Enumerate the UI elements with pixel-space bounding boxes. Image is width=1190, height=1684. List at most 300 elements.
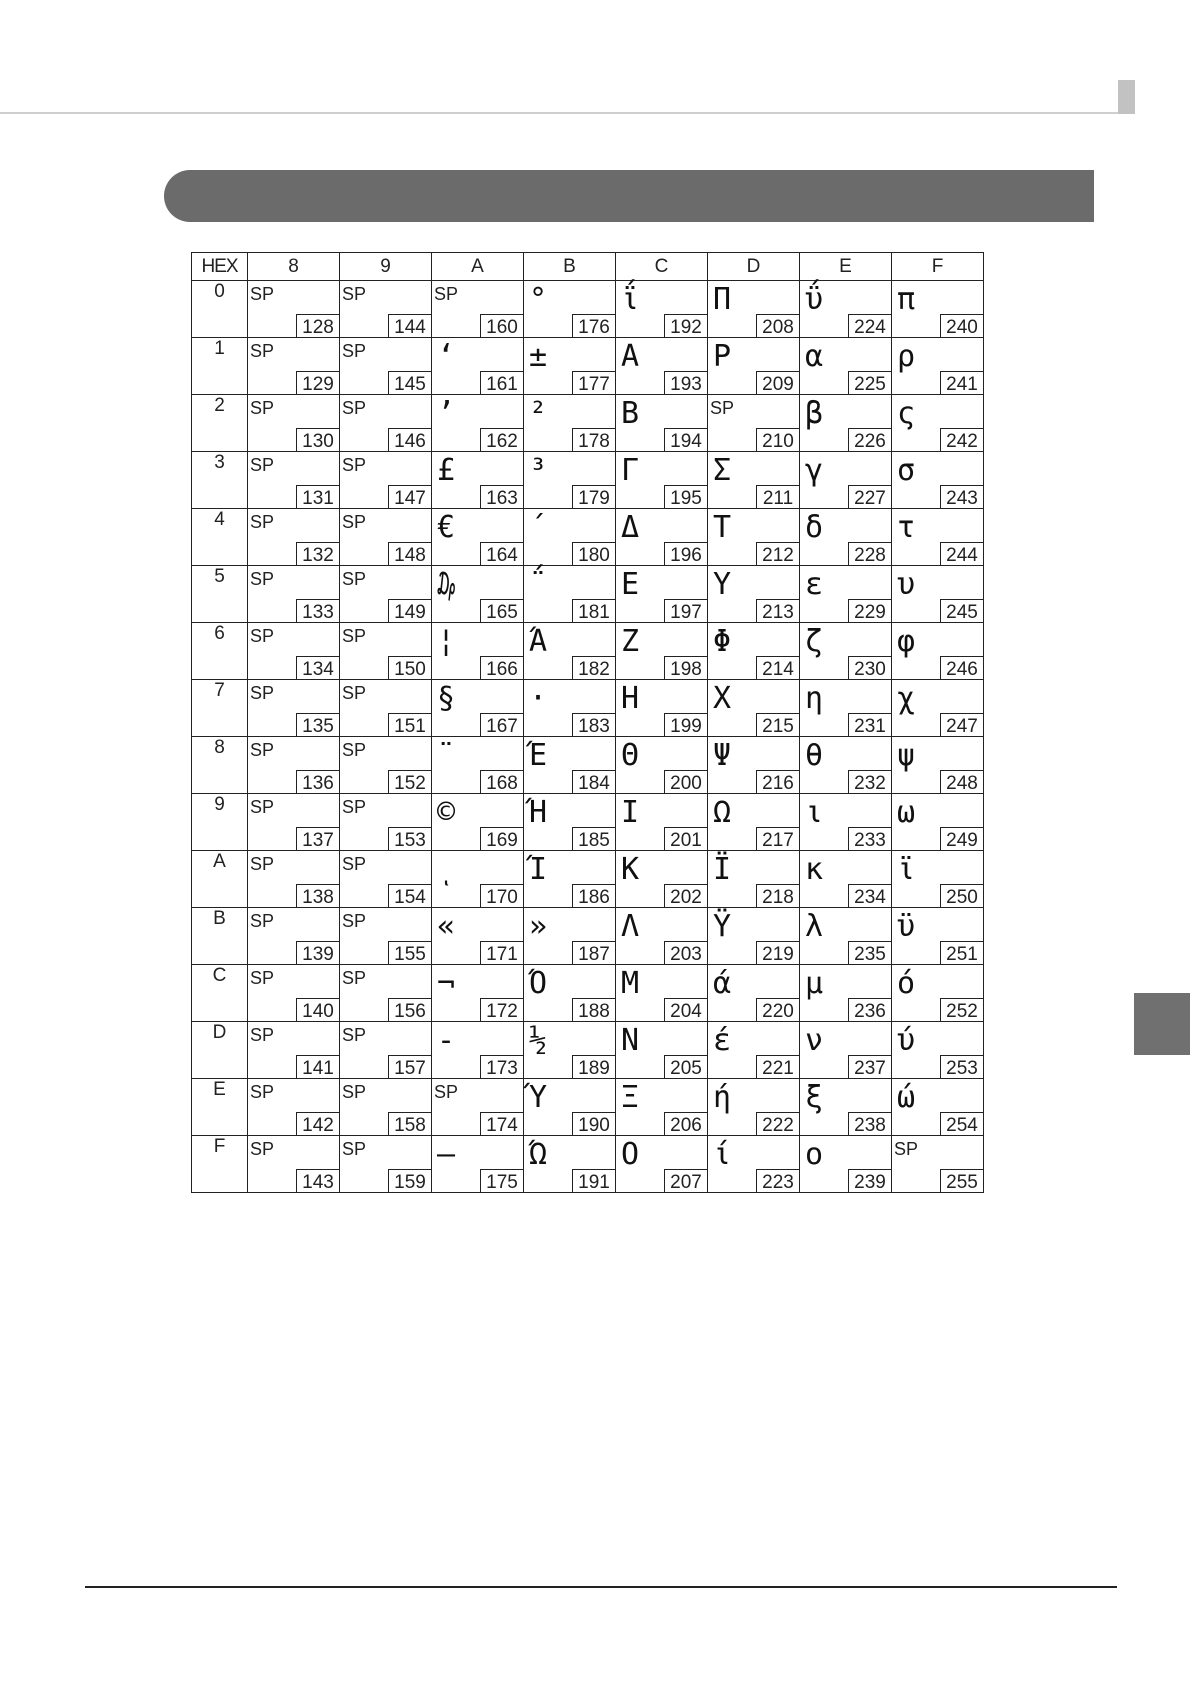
section-title-bar — [164, 170, 1094, 222]
char-cell — [800, 908, 892, 965]
character-glyph: ¨ — [437, 738, 456, 773]
table-row — [192, 794, 984, 851]
char-cell — [800, 509, 892, 566]
char-cell — [248, 1136, 340, 1193]
character-glyph: Ϋ — [713, 909, 732, 944]
row-label: 7 — [192, 680, 248, 737]
character-glyph: Α — [621, 339, 640, 374]
character-glyph: Ψ — [713, 738, 732, 773]
character-glyph: ± — [529, 339, 548, 374]
char-cell — [708, 1136, 800, 1193]
character-glyph: Έ — [529, 738, 548, 773]
character-glyph: ε — [805, 567, 824, 602]
decimal-code: 189 — [572, 1055, 616, 1079]
character-glyph: ΅ — [529, 567, 548, 602]
char-cell — [708, 908, 800, 965]
character-glyph: SP — [250, 398, 275, 418]
character-glyph: SP — [250, 683, 275, 703]
char-cell — [248, 452, 340, 509]
char-cell — [524, 623, 616, 680]
character-glyph: ― — [437, 1137, 456, 1172]
char-cell — [892, 1079, 984, 1136]
decimal-code: 203 — [664, 941, 708, 965]
char-cell — [892, 395, 984, 452]
decimal-code: 147 — [388, 485, 432, 509]
character-glyph: Κ — [621, 852, 640, 887]
character-glyph: χ — [897, 681, 916, 716]
table-row — [192, 680, 984, 737]
decimal-code: 196 — [664, 542, 708, 566]
char-cell — [432, 851, 524, 908]
character-glyph: Β — [621, 396, 640, 431]
char-cell — [800, 794, 892, 851]
char-cell — [616, 965, 708, 1022]
character-glyph: SP — [434, 1082, 459, 1102]
decimal-code: 229 — [848, 599, 892, 623]
decimal-code: 134 — [296, 656, 340, 680]
char-cell — [248, 281, 340, 338]
character-glyph: σ — [897, 453, 916, 488]
char-cell — [708, 623, 800, 680]
decimal-code: 152 — [388, 770, 432, 794]
decimal-code: 201 — [664, 827, 708, 851]
column-header: B — [524, 253, 616, 281]
char-cell — [524, 737, 616, 794]
char-cell — [340, 338, 432, 395]
decimal-code: 194 — [664, 428, 708, 452]
decimal-code: 213 — [756, 599, 800, 623]
decimal-code: 167 — [480, 713, 524, 737]
character-glyph: § — [437, 681, 456, 716]
decimal-code: 222 — [756, 1112, 800, 1136]
char-cell — [432, 338, 524, 395]
decimal-code: 163 — [480, 485, 524, 509]
char-cell — [708, 1022, 800, 1079]
character-glyph: ή — [713, 1080, 732, 1115]
character-glyph: ³ — [529, 453, 548, 488]
decimal-code: 184 — [572, 770, 616, 794]
char-cell — [892, 452, 984, 509]
char-cell — [892, 737, 984, 794]
decimal-code: 245 — [940, 599, 984, 623]
character-glyph: SP — [342, 512, 367, 532]
character-glyph: ¦ — [437, 624, 456, 659]
table-row — [192, 1022, 984, 1079]
char-cell — [892, 1022, 984, 1079]
column-header: 8 — [248, 253, 340, 281]
char-cell — [340, 965, 432, 1022]
character-glyph: ₯ — [437, 567, 456, 602]
table-row — [192, 395, 984, 452]
decimal-code: 156 — [388, 998, 432, 1022]
decimal-code: 148 — [388, 542, 432, 566]
decimal-code: 243 — [940, 485, 984, 509]
decimal-code: 198 — [664, 656, 708, 680]
decimal-code: 254 — [940, 1112, 984, 1136]
character-glyph: μ — [805, 966, 824, 1001]
char-cell — [432, 908, 524, 965]
column-header: A — [432, 253, 524, 281]
decimal-code: 141 — [296, 1055, 340, 1079]
character-glyph: ς — [897, 396, 916, 431]
char-cell — [800, 1136, 892, 1193]
character-glyph: SP — [250, 1025, 275, 1045]
decimal-code: 182 — [572, 656, 616, 680]
character-glyph: ι — [805, 795, 824, 830]
decimal-code: 140 — [296, 998, 340, 1022]
column-header: F — [892, 253, 984, 281]
char-cell — [248, 566, 340, 623]
decimal-code: 235 — [848, 941, 892, 965]
decimal-code: 225 — [848, 371, 892, 395]
char-cell — [616, 623, 708, 680]
character-glyph: SP — [434, 284, 459, 304]
decimal-code: 216 — [756, 770, 800, 794]
header-rule — [0, 112, 1130, 114]
decimal-code: 175 — [480, 1169, 524, 1193]
char-cell — [800, 452, 892, 509]
char-cell — [708, 395, 800, 452]
character-glyph: SP — [250, 797, 275, 817]
char-cell — [524, 395, 616, 452]
char-cell — [524, 1079, 616, 1136]
chapter-side-tab — [1134, 993, 1190, 1055]
char-cell — [892, 680, 984, 737]
char-cell — [340, 1022, 432, 1079]
decimal-code: 183 — [572, 713, 616, 737]
decimal-code: 226 — [848, 428, 892, 452]
char-cell — [340, 452, 432, 509]
char-cell — [340, 566, 432, 623]
character-glyph: ό — [897, 966, 916, 1001]
char-cell — [708, 851, 800, 908]
char-cell — [340, 908, 432, 965]
char-cell — [708, 509, 800, 566]
decimal-code: 149 — [388, 599, 432, 623]
column-header: C — [616, 253, 708, 281]
decimal-code: 212 — [756, 542, 800, 566]
char-cell — [616, 1136, 708, 1193]
char-cell — [708, 680, 800, 737]
decimal-code: 250 — [940, 884, 984, 908]
char-cell — [616, 281, 708, 338]
char-cell — [340, 1136, 432, 1193]
char-cell — [340, 851, 432, 908]
character-glyph: SP — [342, 797, 367, 817]
decimal-code: 218 — [756, 884, 800, 908]
decimal-code: 155 — [388, 941, 432, 965]
decimal-code: 205 — [664, 1055, 708, 1079]
decimal-code: 241 — [940, 371, 984, 395]
table-row — [192, 1079, 984, 1136]
char-cell — [800, 338, 892, 395]
character-glyph: SP — [894, 1139, 919, 1159]
char-cell — [248, 851, 340, 908]
character-glyph: Σ — [713, 453, 732, 488]
character-glyph: β — [805, 396, 824, 431]
char-cell — [432, 794, 524, 851]
decimal-code: 228 — [848, 542, 892, 566]
character-glyph: SP — [250, 854, 275, 874]
char-cell — [708, 1079, 800, 1136]
character-glyph: ξ — [805, 1080, 824, 1115]
decimal-code: 142 — [296, 1112, 340, 1136]
decimal-code: 191 — [572, 1169, 616, 1193]
decimal-code: 131 — [296, 485, 340, 509]
decimal-code: 143 — [296, 1169, 340, 1193]
decimal-code: 214 — [756, 656, 800, 680]
char-cell — [616, 1022, 708, 1079]
decimal-code: 132 — [296, 542, 340, 566]
decimal-code: 130 — [296, 428, 340, 452]
character-glyph: SP — [342, 911, 367, 931]
character-glyph: © — [437, 795, 456, 830]
row-label: B — [192, 908, 248, 965]
decimal-code: 220 — [756, 998, 800, 1022]
decimal-code: 137 — [296, 827, 340, 851]
char-cell — [524, 908, 616, 965]
character-glyph: Ύ — [529, 1080, 548, 1115]
char-cell — [248, 680, 340, 737]
table-row — [192, 851, 984, 908]
char-cell — [892, 794, 984, 851]
character-glyph: δ — [805, 510, 824, 545]
decimal-code: 166 — [480, 656, 524, 680]
char-cell — [432, 680, 524, 737]
character-glyph: SP — [342, 1139, 367, 1159]
character-glyph: ί — [713, 1137, 732, 1172]
character-glyph: SP — [342, 1082, 367, 1102]
character-glyph: ’ — [437, 396, 456, 431]
decimal-code: 230 — [848, 656, 892, 680]
column-header: 9 — [340, 253, 432, 281]
char-cell — [432, 1022, 524, 1079]
char-cell — [708, 965, 800, 1022]
character-glyph: γ — [805, 453, 824, 488]
decimal-code: 236 — [848, 998, 892, 1022]
row-label: F — [192, 1136, 248, 1193]
code-page-table — [191, 252, 984, 1193]
character-glyph: φ — [897, 624, 916, 659]
decimal-code: 247 — [940, 713, 984, 737]
character-glyph: ψ — [897, 738, 916, 773]
char-cell — [892, 281, 984, 338]
table-row — [192, 965, 984, 1022]
char-cell — [248, 794, 340, 851]
character-glyph: Λ — [621, 909, 640, 944]
char-cell — [432, 737, 524, 794]
character-glyph: » — [529, 909, 548, 944]
char-cell — [616, 794, 708, 851]
char-cell — [708, 566, 800, 623]
row-label: 1 — [192, 338, 248, 395]
decimal-code: 151 — [388, 713, 432, 737]
character-glyph: SP — [250, 455, 275, 475]
character-glyph: ² — [529, 396, 548, 431]
decimal-code: 252 — [940, 998, 984, 1022]
char-cell — [616, 452, 708, 509]
character-glyph: SP — [342, 569, 367, 589]
char-cell — [432, 965, 524, 1022]
char-cell — [616, 908, 708, 965]
character-glyph: Ξ — [621, 1080, 640, 1115]
row-label: 5 — [192, 566, 248, 623]
character-glyph: Ω — [713, 795, 732, 830]
character-glyph: ΰ — [805, 282, 824, 317]
decimal-code: 174 — [480, 1112, 524, 1136]
char-cell — [800, 737, 892, 794]
decimal-code: 221 — [756, 1055, 800, 1079]
char-cell — [616, 737, 708, 794]
character-glyph: SP — [342, 284, 367, 304]
decimal-code: 159 — [388, 1169, 432, 1193]
character-glyph: Θ — [621, 738, 640, 773]
char-cell — [340, 1079, 432, 1136]
char-cell — [892, 509, 984, 566]
decimal-code: 227 — [848, 485, 892, 509]
column-header: D — [708, 253, 800, 281]
decimal-code: 195 — [664, 485, 708, 509]
character-glyph: Υ — [713, 567, 732, 602]
char-cell — [524, 338, 616, 395]
char-cell — [524, 965, 616, 1022]
character-glyph: Ο — [621, 1137, 640, 1172]
char-cell — [892, 965, 984, 1022]
table-header-row — [192, 253, 984, 281]
char-cell — [248, 395, 340, 452]
character-glyph: τ — [897, 510, 916, 545]
table-row — [192, 509, 984, 566]
char-cell — [432, 281, 524, 338]
decimal-code: 240 — [940, 314, 984, 338]
char-cell — [524, 1136, 616, 1193]
decimal-code: 128 — [296, 314, 340, 338]
character-glyph: ΐ — [621, 282, 640, 317]
character-glyph: η — [805, 681, 824, 716]
character-glyph: SP — [250, 341, 275, 361]
character-glyph: θ — [805, 738, 824, 773]
column-header: E — [800, 253, 892, 281]
decimal-code: 244 — [940, 542, 984, 566]
decimal-code: 145 — [388, 371, 432, 395]
decimal-code: 202 — [664, 884, 708, 908]
character-glyph: λ — [805, 909, 824, 944]
character-glyph: ύ — [897, 1023, 916, 1058]
table-row — [192, 566, 984, 623]
character-glyph: ϊ — [897, 852, 916, 887]
character-glyph: Ϊ — [713, 852, 732, 887]
decimal-code: 169 — [480, 827, 524, 851]
character-glyph: Ρ — [713, 339, 732, 374]
char-cell — [800, 395, 892, 452]
decimal-code: 219 — [756, 941, 800, 965]
decimal-code: 200 — [664, 770, 708, 794]
decimal-code: 187 — [572, 941, 616, 965]
character-glyph: Π — [713, 282, 732, 317]
row-label: 2 — [192, 395, 248, 452]
decimal-code: 176 — [572, 314, 616, 338]
char-cell — [616, 851, 708, 908]
char-cell — [800, 623, 892, 680]
character-glyph: SP — [342, 854, 367, 874]
char-cell — [524, 794, 616, 851]
character-glyph: SP — [250, 512, 275, 532]
decimal-code: 238 — [848, 1112, 892, 1136]
character-glyph: Ώ — [529, 1137, 548, 1172]
char-cell — [892, 851, 984, 908]
decimal-code: 158 — [388, 1112, 432, 1136]
table-row — [192, 737, 984, 794]
decimal-code: 209 — [756, 371, 800, 395]
decimal-code: 160 — [480, 314, 524, 338]
character-glyph: SP — [342, 341, 367, 361]
row-label: 8 — [192, 737, 248, 794]
decimal-code: 233 — [848, 827, 892, 851]
char-cell — [340, 794, 432, 851]
char-cell — [432, 1136, 524, 1193]
decimal-code: 210 — [756, 428, 800, 452]
char-cell — [892, 566, 984, 623]
header-tab-marker — [1118, 80, 1135, 114]
char-cell — [800, 851, 892, 908]
decimal-code: 177 — [572, 371, 616, 395]
character-glyph: SP — [342, 968, 367, 988]
character-glyph: Μ — [621, 966, 640, 1001]
decimal-code: 179 — [572, 485, 616, 509]
character-glyph: ά — [713, 966, 732, 1001]
decimal-code: 133 — [296, 599, 340, 623]
character-glyph: ° — [529, 282, 548, 317]
decimal-code: 211 — [756, 485, 800, 509]
char-cell — [616, 566, 708, 623]
char-cell — [800, 281, 892, 338]
decimal-code: 246 — [940, 656, 984, 680]
character-glyph: · — [529, 681, 548, 716]
decimal-code: 185 — [572, 827, 616, 851]
decimal-code: 168 — [480, 770, 524, 794]
decimal-code: 237 — [848, 1055, 892, 1079]
character-glyph: ζ — [805, 624, 824, 659]
decimal-code: 253 — [940, 1055, 984, 1079]
char-cell — [800, 1022, 892, 1079]
char-cell — [524, 509, 616, 566]
character-glyph: ‘ — [437, 339, 456, 374]
character-glyph: υ — [897, 567, 916, 602]
decimal-code: 146 — [388, 428, 432, 452]
decimal-code: 164 — [480, 542, 524, 566]
table-row — [192, 452, 984, 509]
char-cell — [340, 623, 432, 680]
decimal-code: 154 — [388, 884, 432, 908]
character-glyph: ΄ — [529, 510, 548, 545]
decimal-code: 255 — [940, 1169, 984, 1193]
char-cell — [248, 1022, 340, 1079]
char-cell — [892, 338, 984, 395]
decimal-code: 190 — [572, 1112, 616, 1136]
char-cell — [432, 1079, 524, 1136]
decimal-code: 199 — [664, 713, 708, 737]
hex-corner-label: HEX — [192, 253, 248, 281]
table-row — [192, 908, 984, 965]
character-glyph: Ό — [529, 966, 548, 1001]
decimal-code: 248 — [940, 770, 984, 794]
table-row — [192, 281, 984, 338]
char-cell — [616, 395, 708, 452]
character-glyph: ρ — [897, 339, 916, 374]
row-label: 3 — [192, 452, 248, 509]
decimal-code: 139 — [296, 941, 340, 965]
character-glyph: - — [437, 1023, 456, 1058]
